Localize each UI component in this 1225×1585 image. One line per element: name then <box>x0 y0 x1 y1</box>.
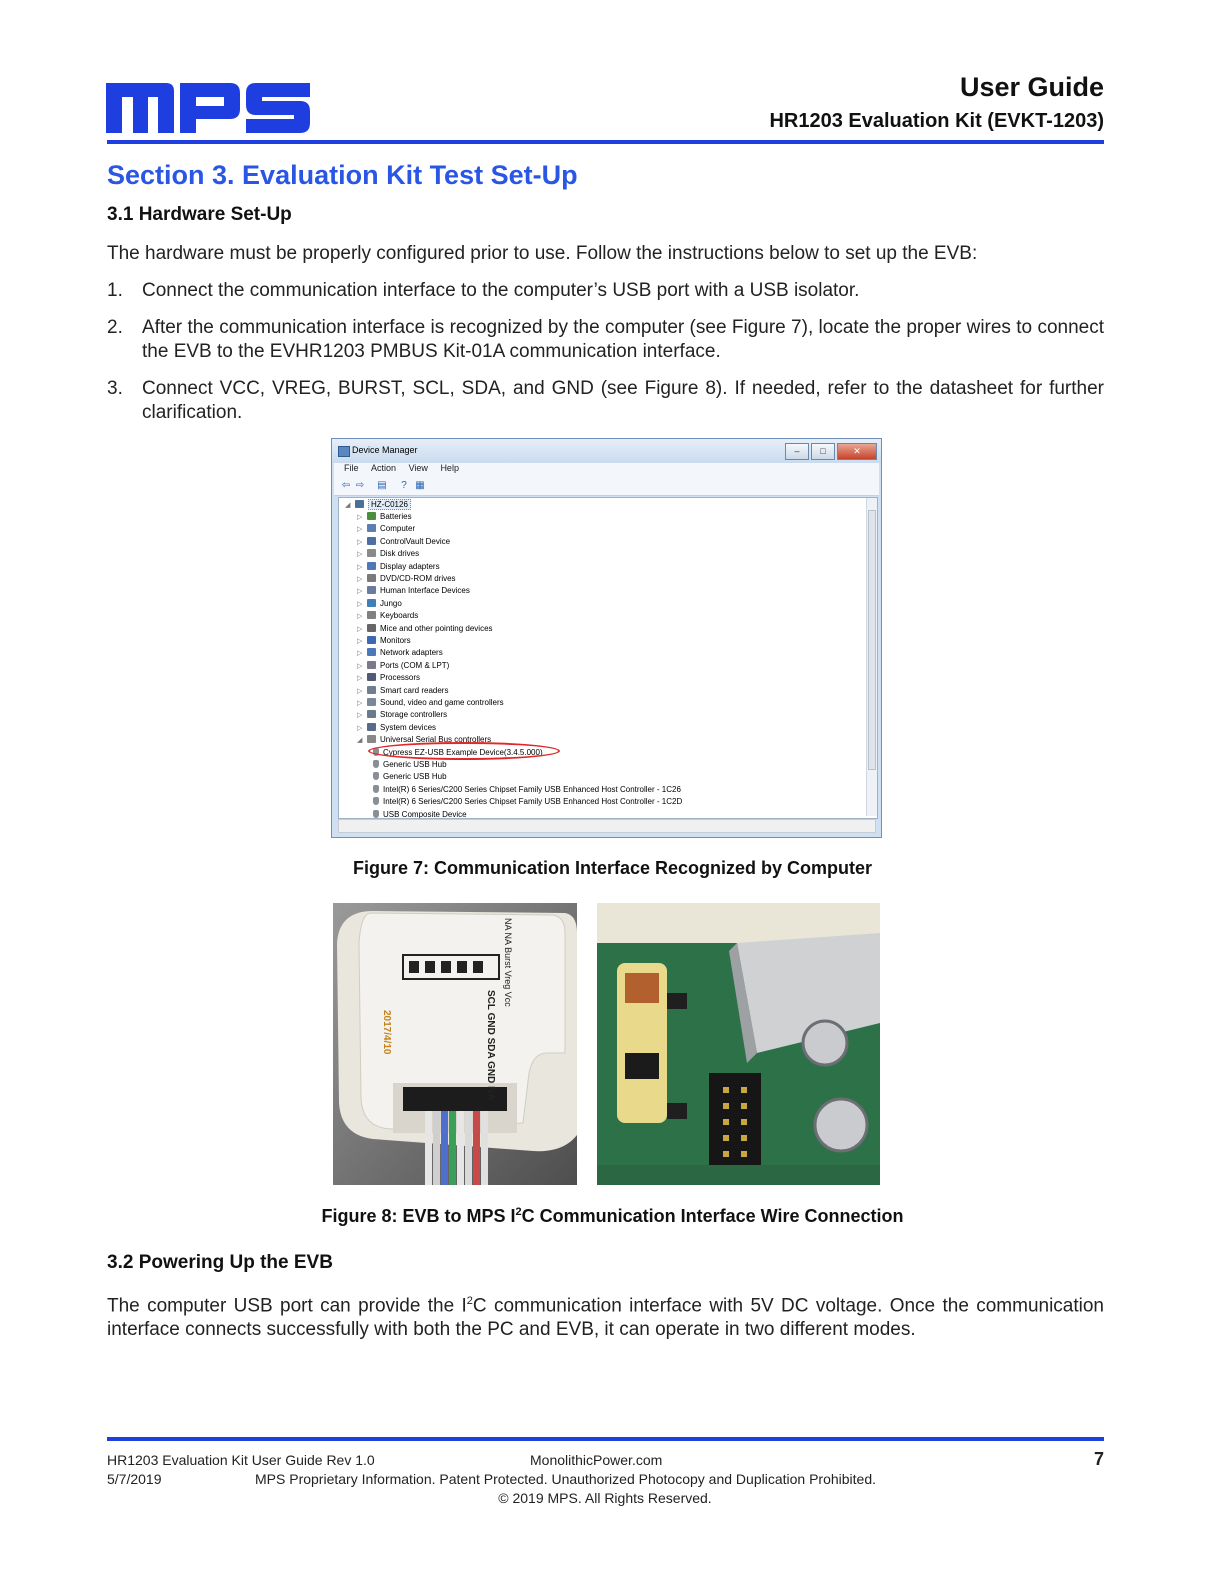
collapsed-arrow-icon[interactable]: ▷ <box>357 526 363 534</box>
tree-category[interactable] <box>357 697 504 709</box>
device-category-icon <box>367 586 376 594</box>
tree-category[interactable] <box>357 635 411 647</box>
tree-category-label: Mice and other pointing devices <box>380 623 493 633</box>
collapsed-arrow-icon[interactable]: ▷ <box>357 576 363 583</box>
tree-category-label: Disk drives <box>380 549 420 559</box>
window-title: Device Manager <box>352 445 418 455</box>
box-top-labels <box>503 918 513 1038</box>
tree-category-label: Display adapters <box>380 561 440 571</box>
usb-device-label: Generic USB Hub <box>383 772 447 782</box>
box-date: 2017/4/10 <box>381 1010 392 1055</box>
computer-icon <box>355 500 364 508</box>
menu-action[interactable]: Action <box>371 463 397 473</box>
back-arrow-icon[interactable]: ⇦ <box>341 480 351 491</box>
list-number: 2. <box>107 317 123 338</box>
collapsed-arrow-icon[interactable]: ▷ <box>357 724 363 732</box>
tree-category-label: Monitors <box>380 636 411 645</box>
pin-label: Vreg <box>503 970 513 990</box>
forward-arrow-icon[interactable]: ⇨ <box>355 480 365 491</box>
pin-label: NA <box>485 1086 496 1101</box>
device-tree <box>338 497 878 819</box>
tree-category-label: Sound, video and game controllers <box>380 698 504 707</box>
collapsed-arrow-icon[interactable]: ▷ <box>357 613 363 621</box>
section-title: Section 3. Evaluation Kit Test Set-Up <box>107 160 578 190</box>
tree-category[interactable] <box>357 585 470 597</box>
usb-device-item[interactable] <box>373 759 447 771</box>
collapsed-arrow-icon[interactable]: ▷ <box>357 638 363 645</box>
pin-label: GND <box>485 1012 496 1035</box>
usb-device-label: USB Composite Device <box>383 809 467 819</box>
collapsed-arrow-icon[interactable]: ▷ <box>357 514 363 521</box>
tree-category-label: Storage controllers <box>380 710 448 720</box>
collapsed-arrow-icon[interactable]: ▷ <box>357 650 363 658</box>
tree-category-label: Processors <box>380 673 421 683</box>
header-subtitle: HR1203 Evaluation Kit (EVKT-1203) <box>769 110 1104 132</box>
tree-category-label: Network adapters <box>380 648 443 658</box>
pin-label: NA <box>503 932 513 945</box>
hardware-heading: 3.1 Hardware Set-Up <box>107 204 292 225</box>
tree-category-label: ControlVault Device <box>380 536 451 546</box>
powering-text-part: C communication interface with 5V DC voltage. Once the communication interface connects successfully with both the PC and EVB, it can operate in two different modes. <box>107 1295 1105 1341</box>
device-category-icon <box>367 673 376 681</box>
device-category-icon <box>367 611 376 619</box>
tree-category-label: Ports (COM & LPT) <box>380 660 450 670</box>
collapsed-arrow-icon[interactable]: ▷ <box>357 625 363 633</box>
list-number: 1. <box>107 280 123 301</box>
collapsed-arrow-icon[interactable]: ▷ <box>357 600 363 608</box>
mps-logo <box>106 77 310 133</box>
usb-device-item[interactable] <box>373 796 682 808</box>
list-number: 3. <box>107 378 123 399</box>
tree-category[interactable] <box>357 709 447 721</box>
usb-device-item[interactable] <box>373 771 447 783</box>
menu-file[interactable]: File <box>344 463 359 473</box>
collapsed-arrow-icon[interactable]: ▷ <box>357 675 363 683</box>
collapsed-arrow-icon[interactable]: ▷ <box>357 538 363 546</box>
page-number: 7 <box>1093 1449 1104 1469</box>
device-category-icon <box>367 661 376 669</box>
collapsed-arrow-icon[interactable]: ▷ <box>357 551 363 559</box>
hardware-intro: The hardware must be properly configured prior to use. Follow the instructions below to set up the EVB: <box>107 243 978 264</box>
footer-site[interactable]: MonolithicPower.com <box>530 1452 663 1468</box>
usb-device-label: Generic USB Hub <box>383 760 447 769</box>
list-text: After the communication interface is recognized by the computer (see Figure 7), locate the proper wires to connect the EVB to the EVHR1203 PMBUS Kit-01A communication interface. <box>142 317 1104 362</box>
usb-plug-icon <box>373 772 379 780</box>
tree-category-label: System devices <box>380 722 437 732</box>
tree-category-label: Batteries <box>380 512 412 521</box>
usb-device-label: Intel(R) 6 Series/C200 Series Chipset Family USB Enhanced Host Controller - 1C26 <box>383 784 681 794</box>
device-category-icon <box>367 710 376 718</box>
device-category-icon <box>367 636 376 644</box>
usb-plug-icon <box>373 797 379 805</box>
collapsed-arrow-icon[interactable]: ▷ <box>357 588 363 596</box>
menu-view[interactable]: View <box>408 463 428 473</box>
device-category-icon <box>367 686 376 694</box>
close-button[interactable]: ✕ <box>837 443 877 460</box>
footer-doc: HR1203 Evaluation Kit User Guide Rev 1.0 <box>107 1452 375 1468</box>
usb-plug-icon <box>373 785 379 793</box>
interface-box-photo <box>333 903 577 1185</box>
tree-category[interactable] <box>357 536 450 548</box>
highlight-ellipse <box>368 742 560 760</box>
device-category-icon <box>367 648 376 656</box>
tree-category-label: Human Interface Devices <box>380 586 470 596</box>
tree-category-label: Jungo <box>380 598 402 608</box>
tree-category[interactable] <box>357 523 415 535</box>
caption-text: C Communication Interface Wire Connection <box>521 1206 904 1226</box>
box-bottom-labels <box>485 990 496 1110</box>
list-text: Connect VCC, VREG, BURST, SCL, SDA, and GND (see Figure 8). If needed, refer to the datasheet for further clarification. <box>142 378 1104 423</box>
properties-icon[interactable]: ▤ <box>377 480 387 491</box>
usb-plug-icon <box>373 760 379 768</box>
tree-category[interactable] <box>357 511 412 523</box>
list-item <box>107 279 1104 303</box>
device-category-icon <box>367 524 376 532</box>
expanded-arrow-icon[interactable]: ◢ <box>357 737 363 745</box>
device-category-icon <box>367 624 376 632</box>
header-title: User Guide <box>959 72 1104 102</box>
device-category-icon <box>367 599 376 607</box>
tree-category-label: DVD/CD-ROM drives <box>380 574 456 583</box>
status-bar <box>338 819 876 833</box>
pin-label: NA <box>503 918 513 931</box>
footer-copyright: © 2019 MPS. All Rights Reserved. <box>498 1490 712 1506</box>
powering-text <box>107 1289 1104 1342</box>
scrollbar[interactable] <box>866 498 877 816</box>
tree-root-label: HZ-C0126 <box>368 499 411 510</box>
usb-device-label: Intel(R) 6 Series/C200 Series Chipset Family USB Enhanced Host Controller - 1C2D <box>383 797 683 807</box>
collapsed-arrow-icon[interactable]: ▷ <box>357 700 363 707</box>
tree-category[interactable] <box>357 598 402 610</box>
caption-text: Figure 8: EVB to MPS I <box>321 1206 516 1226</box>
device-category-icon <box>367 574 376 582</box>
pin-label: GND <box>485 1061 496 1084</box>
tree-category[interactable] <box>357 672 420 684</box>
list-item <box>107 316 1104 364</box>
tree-category[interactable] <box>357 561 440 573</box>
powering-text-part: The computer USB port can provide the I <box>107 1295 467 1317</box>
usb-device-item[interactable] <box>373 809 467 819</box>
device-category-icon <box>367 512 376 520</box>
tree-category[interactable] <box>357 722 436 734</box>
pin-label: Vcc <box>503 991 513 1007</box>
tree-category[interactable] <box>357 647 443 659</box>
usb-plug-icon <box>373 810 379 818</box>
tree-category[interactable] <box>357 660 449 672</box>
usb-device-item[interactable] <box>373 784 681 796</box>
device-manager-window <box>331 438 882 838</box>
collapsed-arrow-icon[interactable]: ▷ <box>357 712 363 720</box>
collapsed-arrow-icon[interactable]: ▷ <box>357 662 363 670</box>
device-category-icon <box>367 735 376 743</box>
evb-board-photo <box>597 903 880 1185</box>
tree-category-label: Universal Serial Bus controllers <box>380 735 492 745</box>
scan-icon[interactable]: ▦ <box>415 480 425 491</box>
list-text: Connect the communication interface to the computer’s USB port with a USB isolator. <box>142 280 860 301</box>
device-category-icon <box>367 549 376 557</box>
tree-category-label: Smart card readers <box>380 685 449 695</box>
tree-root[interactable]: ◢ HZ-C0126 <box>345 499 411 511</box>
tree-category[interactable] <box>357 623 493 635</box>
usb-device-label: Cypress EZ-USB Example Device(3.4.5.000) <box>383 747 543 757</box>
footer-date: 5/7/2019 <box>107 1471 162 1487</box>
figure7-caption: Figure 7: Communication Interface Recognized by Computer <box>352 858 873 878</box>
minimize-button[interactable]: – <box>785 443 809 460</box>
help-icon[interactable]: ? <box>401 480 407 491</box>
tree-category[interactable] <box>357 548 419 560</box>
maximize-button[interactable]: □ <box>811 443 835 460</box>
pin-label: SCL <box>485 990 496 1010</box>
menu-help[interactable]: Help <box>440 463 459 473</box>
footer-notice: MPS Proprietary Information. Patent Protected. Unauthorized Photocopy and Duplication Prohibited. <box>255 1471 877 1487</box>
collapsed-arrow-icon[interactable]: ▷ <box>357 563 363 571</box>
tree-category[interactable] <box>357 573 456 585</box>
device-category-icon <box>367 537 376 545</box>
window-titlebar <box>332 439 881 463</box>
tree-category[interactable] <box>357 610 418 622</box>
figure8-caption <box>0 1206 1225 1227</box>
caption-superscript: 2 <box>515 1206 522 1218</box>
list-item <box>107 377 1104 425</box>
device-category-icon <box>367 723 376 731</box>
collapsed-arrow-icon[interactable]: ▷ <box>357 687 363 695</box>
pin-label: Burst <box>503 947 513 969</box>
device-category-icon <box>367 698 376 706</box>
footer-rule <box>107 1437 1104 1441</box>
powering-superscript: 2 <box>466 1295 473 1307</box>
tree-category-label: Computer <box>380 524 416 534</box>
scrollbar-thumb[interactable] <box>868 510 876 770</box>
toolbar <box>334 477 879 496</box>
tree-category-label: Keyboards <box>380 611 419 621</box>
menu-bar <box>334 463 879 477</box>
powering-heading: 3.2 Powering Up the EVB <box>107 1252 333 1273</box>
device-manager-icon <box>338 446 350 457</box>
device-category-icon <box>367 562 376 570</box>
header-rule <box>107 140 1104 144</box>
pin-label: SDA <box>485 1037 496 1059</box>
tree-category[interactable] <box>357 685 448 697</box>
